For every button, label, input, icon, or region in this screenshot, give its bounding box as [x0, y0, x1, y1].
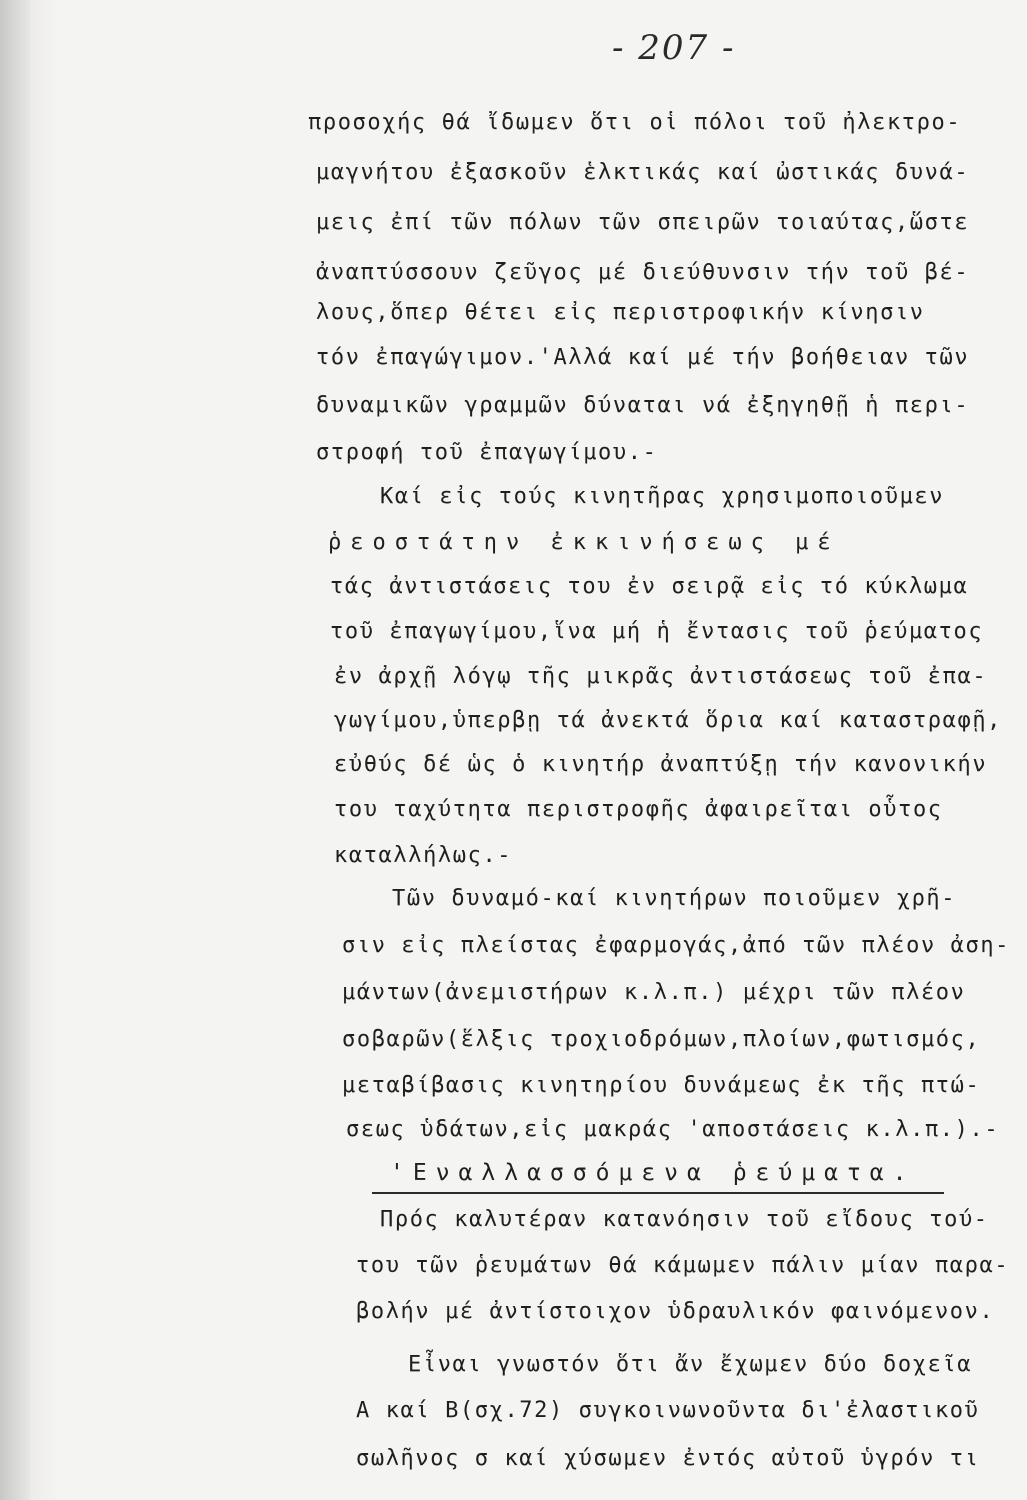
text-line-26: βολήν μέ ἀντίστοιχον ὑδραυλικόν φαινόμενον. [356, 1299, 995, 1324]
text-line-8: στροφή τοῦ ἐπαγωγίμου.- [316, 440, 658, 465]
text-line-28: Α καί Β(σχ.72) συγκοινωνοῦντα δι'ἐλαστικοῦ [356, 1398, 980, 1423]
page-number: - 207 - [612, 28, 736, 68]
text-line-25: του τῶν ῥευμάτων θά κάμωμεν πάλιν μίαν παρα- [356, 1253, 1010, 1278]
text-line-20: μάντων(ἀνεμιστήρων κ.λ.π.) μέχρι τῶν πλέον [342, 980, 966, 1005]
text-line-23: σεως ὑδάτων,εἰς μακράς 'αποστάσεις κ.λ.π.).- [346, 1117, 1000, 1142]
section-heading: 'Εναλλασσόμενα ῥεύματα. [390, 1160, 916, 1186]
text-line-11: τάς ἀντιστάσεις του ἐν σειρᾷ εἰς τό κύκλωμα [330, 574, 969, 599]
text-line-3: μεις ἐπί τῶν πόλων τῶν σπειρῶν τοιαύτας,ὥστε [316, 210, 970, 235]
heading-underline [372, 1192, 944, 1194]
text-line-18: Τῶν δυναμό-καί κινητήρων ποιοῦμεν χρῆ- [392, 886, 957, 911]
text-line-13: ἐν ἀρχῇ λόγῳ τῆς μικρᾶς ἀντιστάσεως τοῦ ἐπα- [334, 664, 988, 689]
text-line-29: σωλῆνος σ καί χύσωμεν ἐντός αὐτοῦ ὑγρόν τι [356, 1446, 980, 1471]
text-line-1: προσοχής θά ἴδωμεν ὅτι οἱ πόλοι τοῦ ἠλεκτρο- [308, 110, 962, 135]
text-line-12: τοῦ ἐπαγωγίμου,ἵνα μή ἡ ἔντασις τοῦ ῥεύματος [330, 619, 984, 644]
text-line-17: καταλλήλως.- [334, 843, 513, 868]
text-line-2: μαγνήτου ἐξασκοῦν ἑλκτικάς καί ὠστικάς δυνά- [316, 160, 970, 185]
text-line-27: Εἶναι γνωστόν ὅτι ἄν ἔχωμεν δύο δοχεῖα [408, 1352, 973, 1377]
text-line-7: δυναμικῶν γραμμῶν δύναται νά ἐξηγηθῇ ἡ περι- [316, 393, 970, 418]
text-line-24: Πρός καλυτέραν κατανόησιν τοῦ εἴδους τού- [380, 1207, 989, 1232]
text-line-4: ἀναπτύσσουν ζεῦγος μέ διεύθυνσιν τήν τοῦ βέ- [316, 260, 970, 285]
binding-shadow [0, 0, 30, 1500]
text-line-10: ῥεοστάτην ἐκκινήσεως μέ [328, 530, 840, 555]
text-line-5: λους,ὅπερ θέτει εἰς περιστροφικήν κίνησιν [316, 300, 925, 325]
text-line-9: Καί εἰς τούς κινητῆρας χρησιμοποιοῦμεν [380, 484, 945, 509]
text-line-15: εὐθύς δέ ὡς ὁ κινητήρ ἀναπτύξῃ τήν κανονικήν [334, 752, 988, 777]
text-line-6: τόν ἐπαγώγιμον.'Αλλά καί μέ τήν βοήθειαν τῶν [316, 345, 970, 370]
text-line-19: σιν εἰς πλείστας ἐφαρμογάς,ἀπό τῶν πλέον ἀση- [342, 933, 1011, 958]
text-line-22: μεταβίβασις κινητηρίου δυνάμεως ἐκ τῆς πτώ- [342, 1073, 981, 1098]
text-line-21: σοβαρῶν(ἕλξις τροχιοδρόμων,πλοίων,φωτισμός, [342, 1027, 981, 1052]
text-line-16: του ταχύτητα περιστροφῆς ἀφαιρεῖται οὗτος [334, 797, 943, 822]
text-line-14: γωγίμου,ὑπερβῃ τά ἀνεκτά ὅρια καί καταστραφῇ, [334, 708, 1003, 733]
